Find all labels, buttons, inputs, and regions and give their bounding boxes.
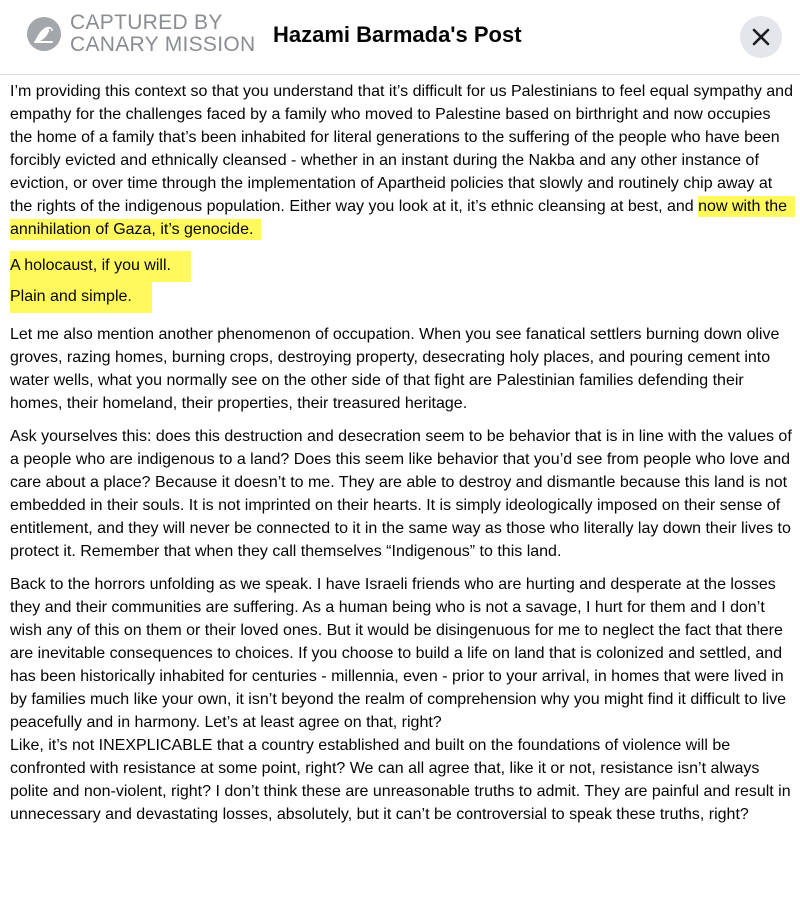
- post-header: [0, 0, 800, 75]
- canary-mission-watermark: [26, 12, 255, 56]
- post-paragraph: Like, it’s not INEXPLICABLE that a country established and built on the foundations of violence will be confronted with resistance at some point, right? We can all agree that, like it or not, resistance isn’t always polite and non-violent, right? I don’t think these are unreasonable truths to admit. They are painful and result in unnecessary and devastating losses, absolutely, but it can’t be controversial to speak these truths, right?: [10, 737, 791, 823]
- watermark-line-1: CAPTURED BY: [70, 11, 223, 34]
- post-paragraph: [10, 282, 796, 313]
- highlighted-text: Plain and simple.: [10, 282, 152, 313]
- post-title: Hazami Barmada's Post: [273, 22, 522, 47]
- paragraph-text: I’m providing this context so that you understand that it’s difficult for us Palestinians to feel equal sympathy and empathy for the challenges faced by a family who moved to Palestine based on birthright and now occupies the home of a family that’s been inhabited for literal generations to the suffering of the people who have been forcibly evicted and ethnically cleansed - whether in an instant during the Nakba and any other instance of eviction, or over time through the implementation of Apartheid policies that slowly and routinely chip away at the rights of the indigenous population. Either way you look at it, it’s ethnic cleansing at best, and: [10, 83, 793, 215]
- post-paragraph: [10, 251, 796, 282]
- post-paragraph: Ask yourselves this: does this destruction and desecration seem to be behavior that is in line with the values of a people who are indigenous to a land? Does this seem like behavior that you’d see from people who love and care about a place? Because it doesn’t to me. They are able to destroy and dismantle because this land is not embedded in their souls. It is not imprinted on their hearts. It is simply ideologically imposed on their sense of entitlement, and they will never be connected to it in the same way as those who literally lay down their lives to protect it. Remember that when they call themselves “Indigenous” to this land.: [10, 428, 792, 560]
- highlighted-text: A holocaust, if you will.: [10, 251, 191, 282]
- canary-bird-icon: [26, 16, 62, 52]
- close-icon: [752, 28, 770, 46]
- post-paragraph: [10, 80, 796, 241]
- close-button[interactable]: [740, 16, 782, 58]
- post-body: [10, 80, 796, 836]
- watermark-line-2: CANARY MISSION: [70, 33, 256, 56]
- highlighted-text: now with the annihilation of Gaza, it’s genocide.: [10, 196, 795, 240]
- post-paragraph: Let me also mention another phenomenon of occupation. When you see fanatical settlers burning down olive groves, razing homes, burning crops, destroying property, desecrating holy places, and pouring cement into water wells, what you normally see on the other side of that fight are Palestinian families defending their homes, their homeland, their properties, their treasured heritage.: [10, 326, 780, 412]
- post-paragraph: Back to the horrors unfolding as we speak. I have Israeli friends who are hurting and desperate at the losses they and their communities are suffering. As a human being who is not a savage, I hurt for them and I don’t wish any of this on them or their loved ones. But it would be disingenuous for me to neglect the fact that there are inevitable consequences to choices. If you choose to build a life on land that is colonized and settled, and has been historically inhabited for centuries - millennia, even - prior to your arrival, in homes that were lived in by families much like your own, it isn’t beyond the realm of comprehension why you might find it difficult to live peacefully and in harmony. Let’s at least agree on that, right?: [10, 576, 787, 731]
